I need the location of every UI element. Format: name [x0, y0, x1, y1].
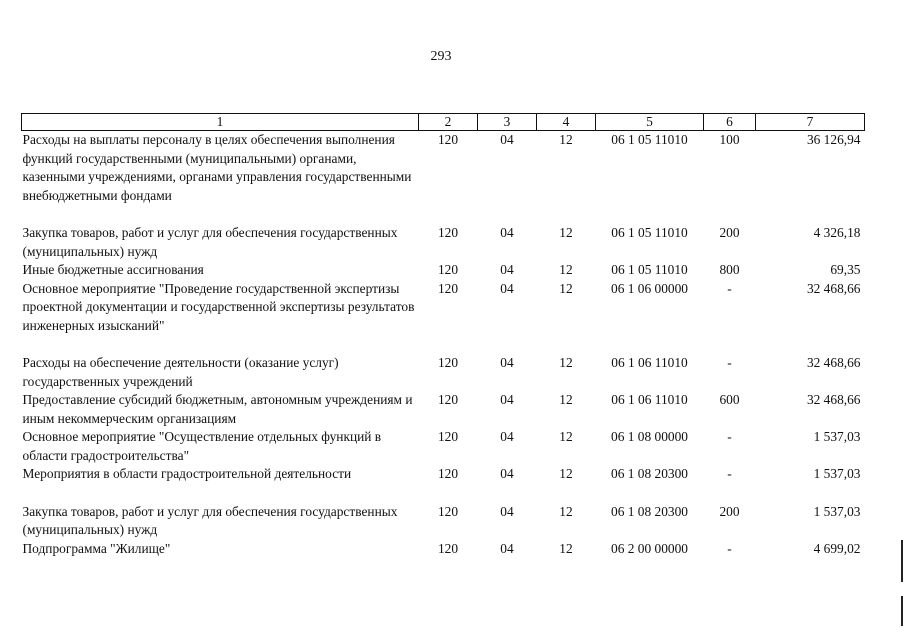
- code-col-5: 06 1 06 00000: [611, 280, 688, 296]
- code-col-2: 120: [437, 392, 459, 407]
- code-col-5: 06 1 05 11010: [611, 262, 688, 277]
- table-body: [22, 131, 865, 559]
- table-row: [22, 465, 865, 503]
- code-col-2: 120: [437, 225, 459, 240]
- code-col-2: 120: [437, 503, 459, 519]
- code-col-6: -: [727, 540, 732, 556]
- code-col-4: 12: [559, 132, 573, 147]
- table-row: [22, 131, 865, 225]
- code-col-5: 06 1 08 00000: [611, 429, 688, 444]
- item-name: Расходы на выплаты персоналу в целях обеспечения выполнения функций государственными (муниципальными) органами, казенными учреждениями, органами управления государственными внебюджетными фондами: [22, 132, 412, 203]
- amount-value: 4 699,02: [813, 540, 861, 556]
- header-col-3: 3: [478, 114, 537, 131]
- code-col-3: 04: [500, 132, 514, 147]
- code-col-4: 12: [559, 429, 573, 444]
- table-row: [22, 503, 865, 540]
- code-col-6: -: [727, 355, 732, 370]
- code-col-4: 12: [559, 503, 573, 519]
- item-name: Закупка товаров, работ и услуг для обеспечения государственных (муниципальных) нужд: [22, 503, 398, 537]
- code-col-2: 120: [437, 540, 459, 556]
- code-col-4: 12: [559, 392, 573, 407]
- code-col-5: 06 1 08 20300: [611, 466, 688, 481]
- scan-artifact-mark: [901, 596, 903, 626]
- header-row: [22, 114, 865, 131]
- code-col-3: 04: [500, 262, 514, 277]
- code-col-5: 06 2 00 00000: [611, 540, 688, 556]
- code-col-5: 06 1 08 20300: [611, 503, 688, 519]
- code-col-3: 04: [500, 429, 514, 444]
- table-row: [22, 391, 865, 428]
- header-col-6: 6: [704, 114, 756, 131]
- code-col-2: 120: [437, 466, 459, 481]
- code-col-3: 04: [500, 280, 514, 296]
- item-name: Мероприятия в области градостроительной деятельности: [22, 466, 352, 481]
- code-col-5: 06 1 06 11010: [611, 355, 688, 370]
- code-col-2: 120: [437, 262, 459, 277]
- code-col-2: 120: [437, 280, 459, 296]
- code-col-6: 800: [719, 262, 740, 277]
- header-col-5: 5: [596, 114, 704, 131]
- amount-value: 32 468,66: [806, 355, 861, 370]
- code-col-5: 06 1 06 11010: [611, 392, 688, 407]
- code-col-6: 200: [719, 225, 740, 240]
- code-col-4: 12: [559, 225, 573, 240]
- item-name: Основное мероприятие "Осуществление отдельных функций в области градостроительства": [22, 429, 382, 463]
- item-name: Предоставление субсидий бюджетным, автономным учреждениям и иным некоммерческим организациям: [22, 392, 413, 426]
- code-col-4: 12: [559, 355, 573, 370]
- table-row: [22, 261, 865, 280]
- code-col-4: 12: [559, 540, 573, 556]
- code-col-3: 04: [500, 466, 514, 481]
- table-row: [22, 540, 865, 559]
- code-col-4: 12: [559, 466, 573, 481]
- code-col-5: 06 1 05 11010: [611, 225, 688, 240]
- code-col-2: 120: [437, 429, 459, 444]
- code-col-3: 04: [500, 225, 514, 240]
- code-col-3: 04: [500, 355, 514, 370]
- code-col-6: -: [727, 466, 732, 481]
- amount-value: 1 537,03: [813, 466, 861, 481]
- table-row: [22, 354, 865, 391]
- code-col-4: 12: [559, 262, 573, 277]
- item-name: Закупка товаров, работ и услуг для обеспечения государственных (муниципальных) нужд: [22, 225, 398, 259]
- code-col-6: 600: [719, 392, 740, 407]
- code-col-4: 12: [559, 280, 573, 296]
- amount-value: 69,35: [830, 262, 861, 277]
- item-name: Расходы на обеспечение деятельности (оказание услуг) государственных учреждений: [22, 355, 339, 389]
- code-col-2: 120: [437, 355, 459, 370]
- page-number: 293: [430, 49, 452, 64]
- code-col-3: 04: [500, 503, 514, 519]
- header-col-1: 1: [22, 114, 419, 131]
- code-col-5: 06 1 05 11010: [611, 132, 688, 147]
- amount-value: 4 326,18: [813, 225, 861, 240]
- header-col-7: 7: [756, 114, 865, 131]
- item-name: Подпрограмма "Жилище": [22, 540, 171, 556]
- header-col-4: 4: [537, 114, 596, 131]
- code-col-3: 04: [500, 540, 514, 556]
- header-col-2: 2: [419, 114, 478, 131]
- code-col-2: 120: [437, 132, 459, 147]
- code-col-6: -: [727, 280, 732, 296]
- table-row: [22, 428, 865, 465]
- code-col-3: 04: [500, 392, 514, 407]
- amount-value: 1 537,03: [813, 429, 861, 444]
- code-col-6: 100: [719, 132, 740, 147]
- code-col-6: 200: [719, 503, 740, 519]
- amount-value: 1 537,03: [813, 503, 861, 519]
- code-col-6: -: [727, 429, 732, 444]
- budget-table: [21, 113, 865, 558]
- scan-artifact-mark: [901, 540, 903, 582]
- amount-value: 32 468,66: [806, 280, 861, 296]
- amount-value: 32 468,66: [806, 392, 861, 407]
- amount-value: 36 126,94: [806, 132, 861, 147]
- table-row: [22, 280, 865, 355]
- table-row: [22, 224, 865, 261]
- item-name: Основное мероприятие "Проведение государственной экспертизы проектной документации и государственной экспертизы результатов инженерных изысканий": [22, 280, 415, 333]
- item-name: Иные бюджетные ассигнования: [22, 262, 204, 277]
